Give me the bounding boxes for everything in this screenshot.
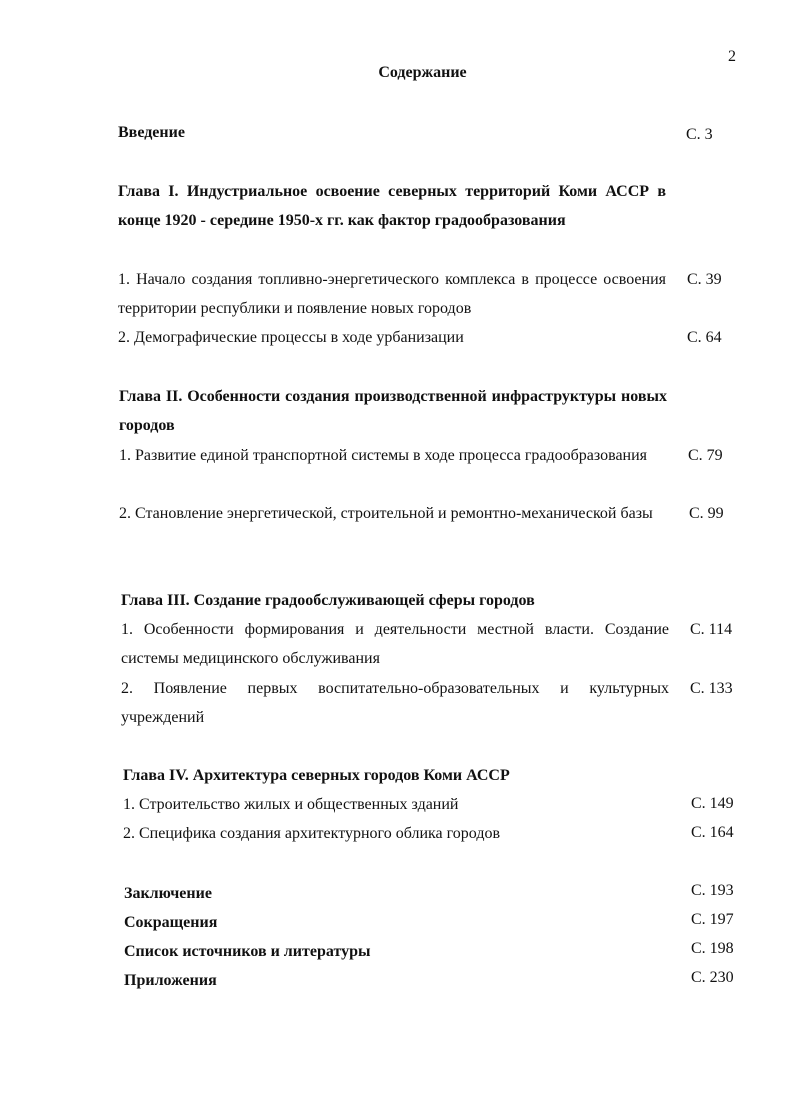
chapter-4-item-1-page: С. 149 <box>691 795 734 812</box>
toc-conclusion-page: С. 193 <box>691 882 734 899</box>
chapter-1-heading: Глава I. Индустриальное освоение северных территорий Коми АССР в конце 1920 - середине 1950-х гг. как фактор градообразования <box>118 183 666 229</box>
chapter-2-item-1-page: С. 79 <box>688 447 723 464</box>
chapter-4-item-1: 1. Строительство жилых и общественных зданий <box>123 796 459 813</box>
page-number: 2 <box>728 48 736 65</box>
toc-appendices-page: С. 230 <box>691 969 734 986</box>
toc-abbreviations-page: С. 197 <box>691 911 734 928</box>
chapter-3-item-2-page: С. 133 <box>690 680 733 697</box>
toc-introduction: Введение <box>118 124 185 141</box>
toc-conclusion: Заключение <box>124 885 212 902</box>
chapter-4-heading: Глава IV. Архитектура северных городов Коми АССР <box>123 767 510 784</box>
chapter-2-item-2-page: С. 99 <box>689 505 724 522</box>
chapter-3-item-1-page: С. 114 <box>690 621 733 638</box>
chapter-1-item-2: 2. Демографические процессы в ходе урбанизации <box>118 329 464 346</box>
chapter-1-item-1: 1. Начало создания топливно-энергетического комплекса в процессе освоения территории республики и появление новых городов <box>118 271 666 317</box>
toc-sources: Список источников и литературы <box>124 943 371 960</box>
chapter-1-item-2-page: С. 64 <box>687 329 722 346</box>
chapter-3-heading: Глава III. Создание градообслуживающей сферы городов <box>121 592 535 609</box>
page-title: Содержание <box>378 64 467 81</box>
chapter-3-item-1: 1. Особенности формирования и деятельности местной власти. Создание системы медицинского обслуживания <box>121 621 669 667</box>
chapter-2-item-1: 1. Развитие единой транспортной системы в ходе процесса градообразования <box>119 447 648 464</box>
chapter-2-heading: Глава II. Особенности создания производственной инфраструктуры новых городов <box>119 388 667 434</box>
toc-appendices: Приложения <box>124 972 217 989</box>
chapter-4-item-2: 2. Специфика создания архитектурного облика городов <box>123 825 501 842</box>
toc-sources-page: С. 198 <box>691 940 734 957</box>
toc-introduction-page: С. 3 <box>686 126 713 143</box>
chapter-4-item-2-page: С. 164 <box>691 824 734 841</box>
chapter-3-item-2: 2. Появление первых воспитательно-образовательных и культурных учреждений <box>121 680 669 726</box>
chapter-1-item-1-page: С. 39 <box>687 271 722 288</box>
toc-abbreviations: Сокращения <box>124 914 218 931</box>
chapter-2-item-2: 2. Становление энергетической, строительной и ремонтно-механической базы <box>119 505 653 522</box>
